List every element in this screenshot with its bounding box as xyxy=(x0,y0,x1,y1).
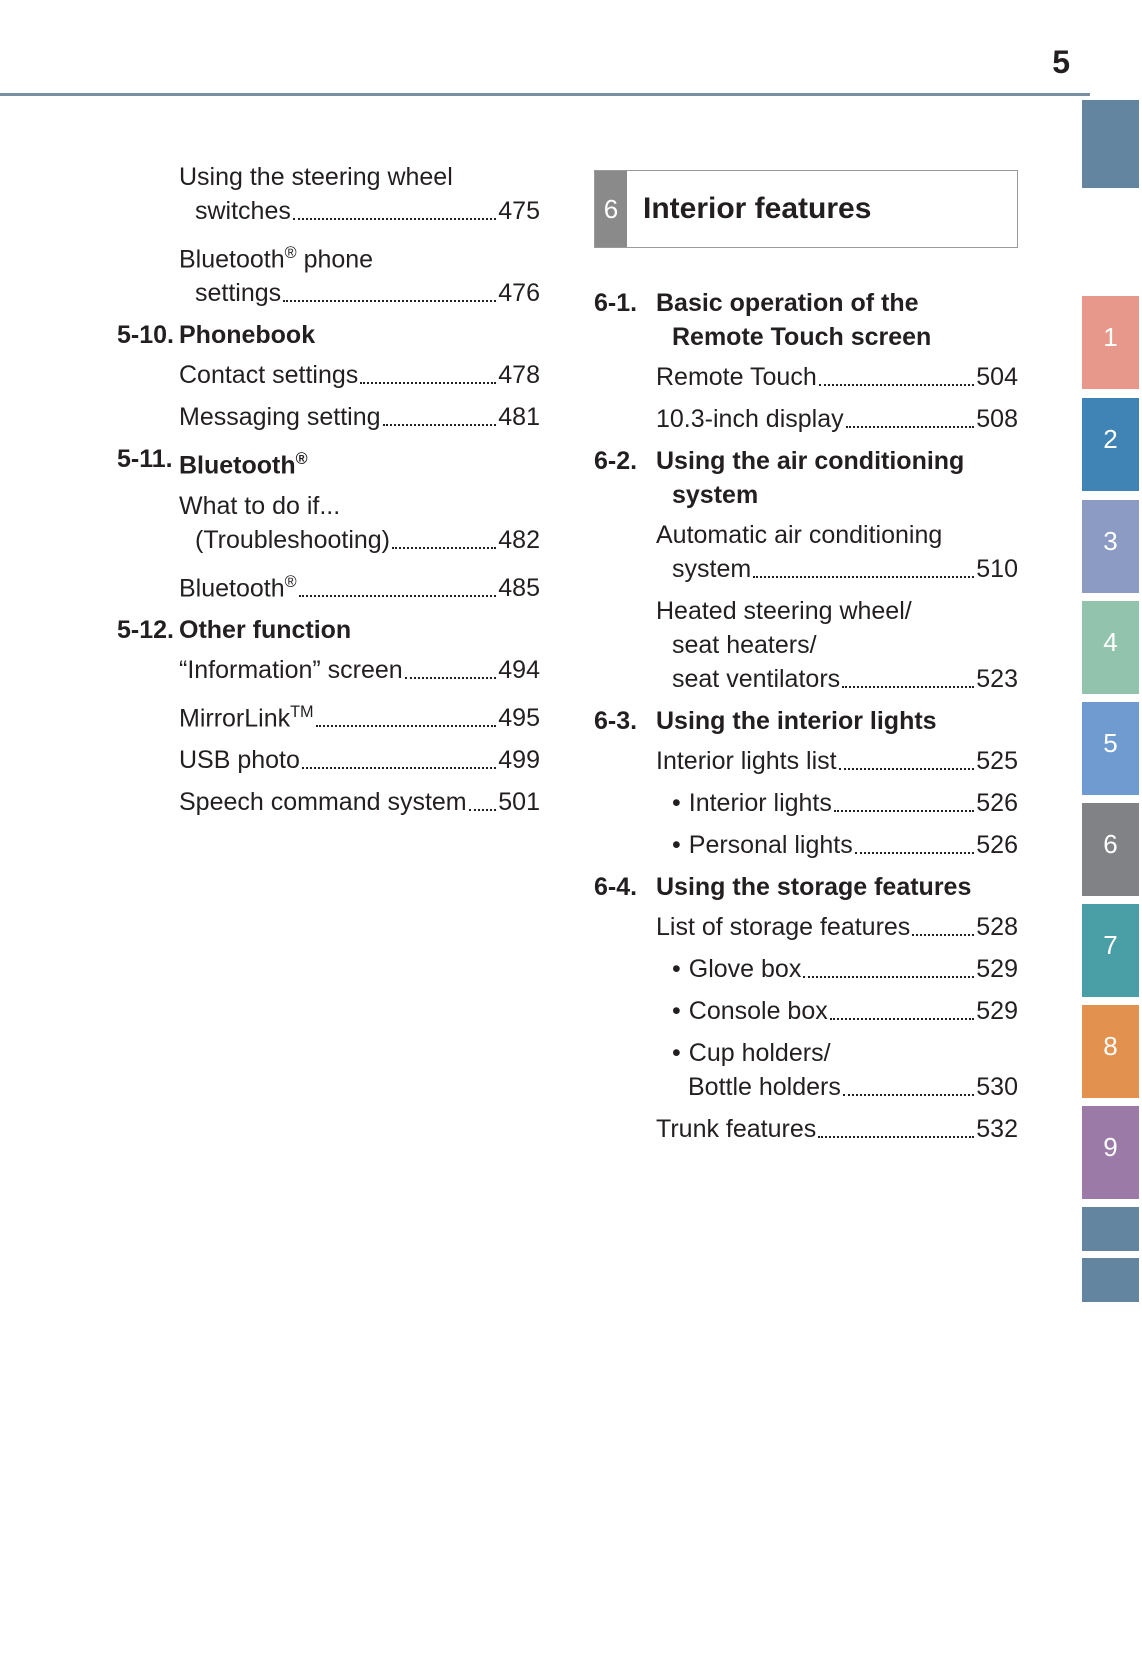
tab-index-a[interactable] xyxy=(1082,1207,1139,1251)
entry-line: What to do if... xyxy=(179,491,341,520)
section-number: 6-1. xyxy=(594,289,638,317)
section-title-cont: Remote Touch screen xyxy=(672,323,932,351)
section-5-10[interactable] xyxy=(117,318,540,352)
dot-leader xyxy=(846,426,975,428)
trademark-mark: TM xyxy=(290,702,314,721)
entry-line: settings xyxy=(195,279,282,308)
tab-label: 9 xyxy=(1103,1132,1118,1162)
page-ref: 482 xyxy=(498,525,540,554)
page-ref: 508 xyxy=(976,405,1018,433)
dot-leader xyxy=(842,686,974,688)
tab-label: 4 xyxy=(1103,627,1118,657)
page-ref: 529 xyxy=(976,997,1018,1025)
tab-chapter-7[interactable] xyxy=(1082,904,1139,997)
toc-entry-console-box[interactable] xyxy=(594,994,1018,1028)
entry-text: Interior lights xyxy=(688,789,832,817)
entry-text: USB photo xyxy=(179,746,300,775)
tab-chapter-2[interactable] xyxy=(1082,398,1139,491)
entry-line: Automatic air conditioning xyxy=(656,521,943,549)
page-ref: 510 xyxy=(976,555,1018,583)
page-ref: 526 xyxy=(976,831,1018,859)
tab-top[interactable] xyxy=(1082,100,1139,188)
entry-text: Console box xyxy=(688,997,828,1025)
toc-entry-glove-box[interactable] xyxy=(594,952,1018,986)
right-column xyxy=(594,160,1018,1154)
bullet-icon: • xyxy=(672,1039,681,1067)
chapter-tabs xyxy=(1082,0,1142,1654)
tab-chapter-1[interactable] xyxy=(1082,296,1139,389)
section-number: 5-10. xyxy=(117,321,174,350)
dot-leader xyxy=(803,976,974,978)
tab-label: 2 xyxy=(1103,424,1118,454)
entry-line: (Troubleshooting) xyxy=(195,525,391,554)
section-number: 6-3. xyxy=(594,707,638,735)
tab-label: 3 xyxy=(1103,526,1118,556)
section-6-1[interactable] xyxy=(594,286,1018,354)
registered-mark: ® xyxy=(284,244,297,262)
page-ref: 530 xyxy=(976,1073,1018,1101)
section-title: Using the interior lights xyxy=(656,707,937,735)
section-title: Bluetooth xyxy=(179,451,296,480)
chapter-title: Interior features xyxy=(643,192,872,225)
toc-entry-contact-settings[interactable] xyxy=(117,358,540,392)
toc-entry-speech-command[interactable] xyxy=(117,785,540,819)
toc-entry-steering-switches[interactable] xyxy=(117,160,540,228)
dot-leader xyxy=(830,1018,975,1020)
section-5-11[interactable] xyxy=(117,442,540,482)
page-ref: 475 xyxy=(498,197,540,225)
toc-entry-bluetooth-phone[interactable] xyxy=(117,236,540,310)
entry-text: “Information” screen xyxy=(179,655,403,684)
section-title: Basic operation of the xyxy=(656,289,919,317)
dot-leader xyxy=(469,809,497,811)
section-title: Using the air conditioning xyxy=(656,447,965,475)
dot-leader xyxy=(302,767,496,769)
page-ref: 494 xyxy=(498,655,540,684)
page-ref: 476 xyxy=(498,279,540,308)
tab-chapter-6[interactable] xyxy=(1082,803,1139,896)
entry-text: Contact settings xyxy=(179,361,359,390)
dot-leader xyxy=(283,300,496,302)
page-number: 5 xyxy=(1052,44,1070,80)
toc-entry-troubleshooting[interactable] xyxy=(117,489,540,557)
page-ref: 478 xyxy=(498,361,540,390)
section-title: Other function xyxy=(179,615,352,644)
tab-label: 8 xyxy=(1103,1031,1118,1061)
page-ref: 529 xyxy=(976,955,1018,983)
left-column xyxy=(117,160,540,827)
toc-entry-interior-lights-list[interactable] xyxy=(594,744,1018,778)
page-ref: 526 xyxy=(976,789,1018,817)
section-number: 6-4. xyxy=(594,873,638,901)
page-ref: 481 xyxy=(498,403,540,432)
entry-text: List of storage features xyxy=(656,913,911,941)
section-6-2[interactable] xyxy=(594,444,1018,512)
header-divider xyxy=(0,93,1090,96)
bullet-icon: • xyxy=(672,789,681,817)
chapter-header[interactable] xyxy=(594,170,1018,248)
dot-leader xyxy=(293,218,496,220)
entry-text: phone xyxy=(296,245,374,274)
toc-entry-personal-lights[interactable] xyxy=(594,828,1018,862)
entry-line: Bottle holders xyxy=(688,1073,841,1101)
toc-entry-messaging-setting[interactable] xyxy=(117,400,540,434)
entry-text: Glove box xyxy=(688,955,802,983)
entry-line: Using the steering wheel xyxy=(179,163,453,191)
section-5-12[interactable] xyxy=(117,613,540,647)
tab-chapter-5[interactable] xyxy=(1082,702,1139,795)
section-title-cont: system xyxy=(672,481,759,509)
dot-leader xyxy=(818,1136,974,1138)
section-title: Using the storage features xyxy=(656,873,972,901)
page-ref: 495 xyxy=(498,704,540,733)
toc-entry-heated-steering[interactable] xyxy=(594,594,1018,696)
page-ref: 499 xyxy=(498,746,540,775)
dot-leader xyxy=(316,725,497,727)
toc-entry-auto-ac[interactable] xyxy=(594,518,1018,586)
entry-text: Bluetooth xyxy=(179,245,285,274)
tab-chapter-3[interactable] xyxy=(1082,500,1139,593)
dot-leader xyxy=(392,547,496,549)
entry-line: system xyxy=(672,555,752,583)
entry-text: 10.3-inch display xyxy=(656,405,844,433)
dot-leader xyxy=(855,852,975,854)
tab-chapter-8[interactable] xyxy=(1082,1005,1139,1098)
dot-leader xyxy=(383,424,497,426)
dot-leader xyxy=(834,810,974,812)
entry-text: Trunk features xyxy=(656,1115,817,1143)
registered-mark: ® xyxy=(284,572,297,591)
entry-line: Heated steering wheel/ xyxy=(656,597,912,625)
toc-entry-cup-holders[interactable] xyxy=(594,1036,1018,1104)
toc-entry-interior-lights[interactable] xyxy=(594,786,1018,820)
dot-leader xyxy=(843,1094,974,1096)
dot-leader xyxy=(912,934,974,936)
dot-leader xyxy=(360,382,496,384)
entry-text: MirrorLink xyxy=(179,704,291,733)
bullet-icon: • xyxy=(672,955,681,983)
dot-leader xyxy=(839,768,975,770)
page-ref: 532 xyxy=(976,1115,1018,1143)
entry-line: switches xyxy=(195,197,291,225)
toc-entry-trunk-features[interactable] xyxy=(594,1112,1018,1146)
toc-entry-storage-list[interactable] xyxy=(594,910,1018,944)
section-number: 6-2. xyxy=(594,447,638,475)
toc-entry-bluetooth[interactable] xyxy=(117,565,540,605)
entry-text: Messaging setting xyxy=(179,403,381,432)
dot-leader xyxy=(299,595,497,597)
tab-index-b[interactable] xyxy=(1082,1258,1139,1302)
section-number: 5-11. xyxy=(117,445,173,474)
toc-entry-mirrorlink[interactable] xyxy=(117,695,540,735)
entry-line: seat ventilators xyxy=(672,665,841,693)
entry-text: Bluetooth xyxy=(179,573,285,602)
entry-text: Remote Touch xyxy=(656,363,817,391)
tab-chapter-4[interactable] xyxy=(1082,601,1139,694)
toc-entry-information-screen[interactable] xyxy=(117,653,540,687)
section-6-3[interactable] xyxy=(594,704,1018,738)
entry-text: Interior lights list xyxy=(656,747,837,775)
bullet-icon: • xyxy=(672,831,681,859)
toc-entry-usb-photo[interactable] xyxy=(117,743,540,777)
registered-mark: ® xyxy=(295,450,308,469)
page-ref: 485 xyxy=(498,573,540,602)
tab-label: 7 xyxy=(1103,930,1118,960)
tab-label: 5 xyxy=(1103,728,1118,758)
page-ref: 523 xyxy=(976,665,1018,693)
bullet-icon: • xyxy=(672,997,681,1025)
page-ref: 501 xyxy=(498,788,540,817)
entry-line: Cup holders/ xyxy=(688,1039,831,1067)
tab-chapter-9[interactable] xyxy=(1082,1106,1139,1199)
chapter-number: 6 xyxy=(595,171,627,247)
entry-text: Speech command system xyxy=(179,788,467,817)
dot-leader xyxy=(405,677,497,679)
section-number: 5-12. xyxy=(117,615,174,644)
entry-text: Personal lights xyxy=(688,831,853,859)
page-ref: 528 xyxy=(976,913,1018,941)
section-6-4[interactable] xyxy=(594,870,1018,904)
toc-entry-display[interactable] xyxy=(594,402,1018,436)
dot-leader xyxy=(819,384,975,386)
entry-line: seat heaters/ xyxy=(672,631,817,659)
page-ref: 504 xyxy=(976,363,1018,391)
page-ref: 525 xyxy=(976,747,1018,775)
section-title: Phonebook xyxy=(179,321,316,350)
tab-label: 6 xyxy=(1103,829,1118,859)
toc-entry-remote-touch[interactable] xyxy=(594,360,1018,394)
dot-leader xyxy=(753,576,974,578)
tab-label: 1 xyxy=(1103,322,1118,352)
